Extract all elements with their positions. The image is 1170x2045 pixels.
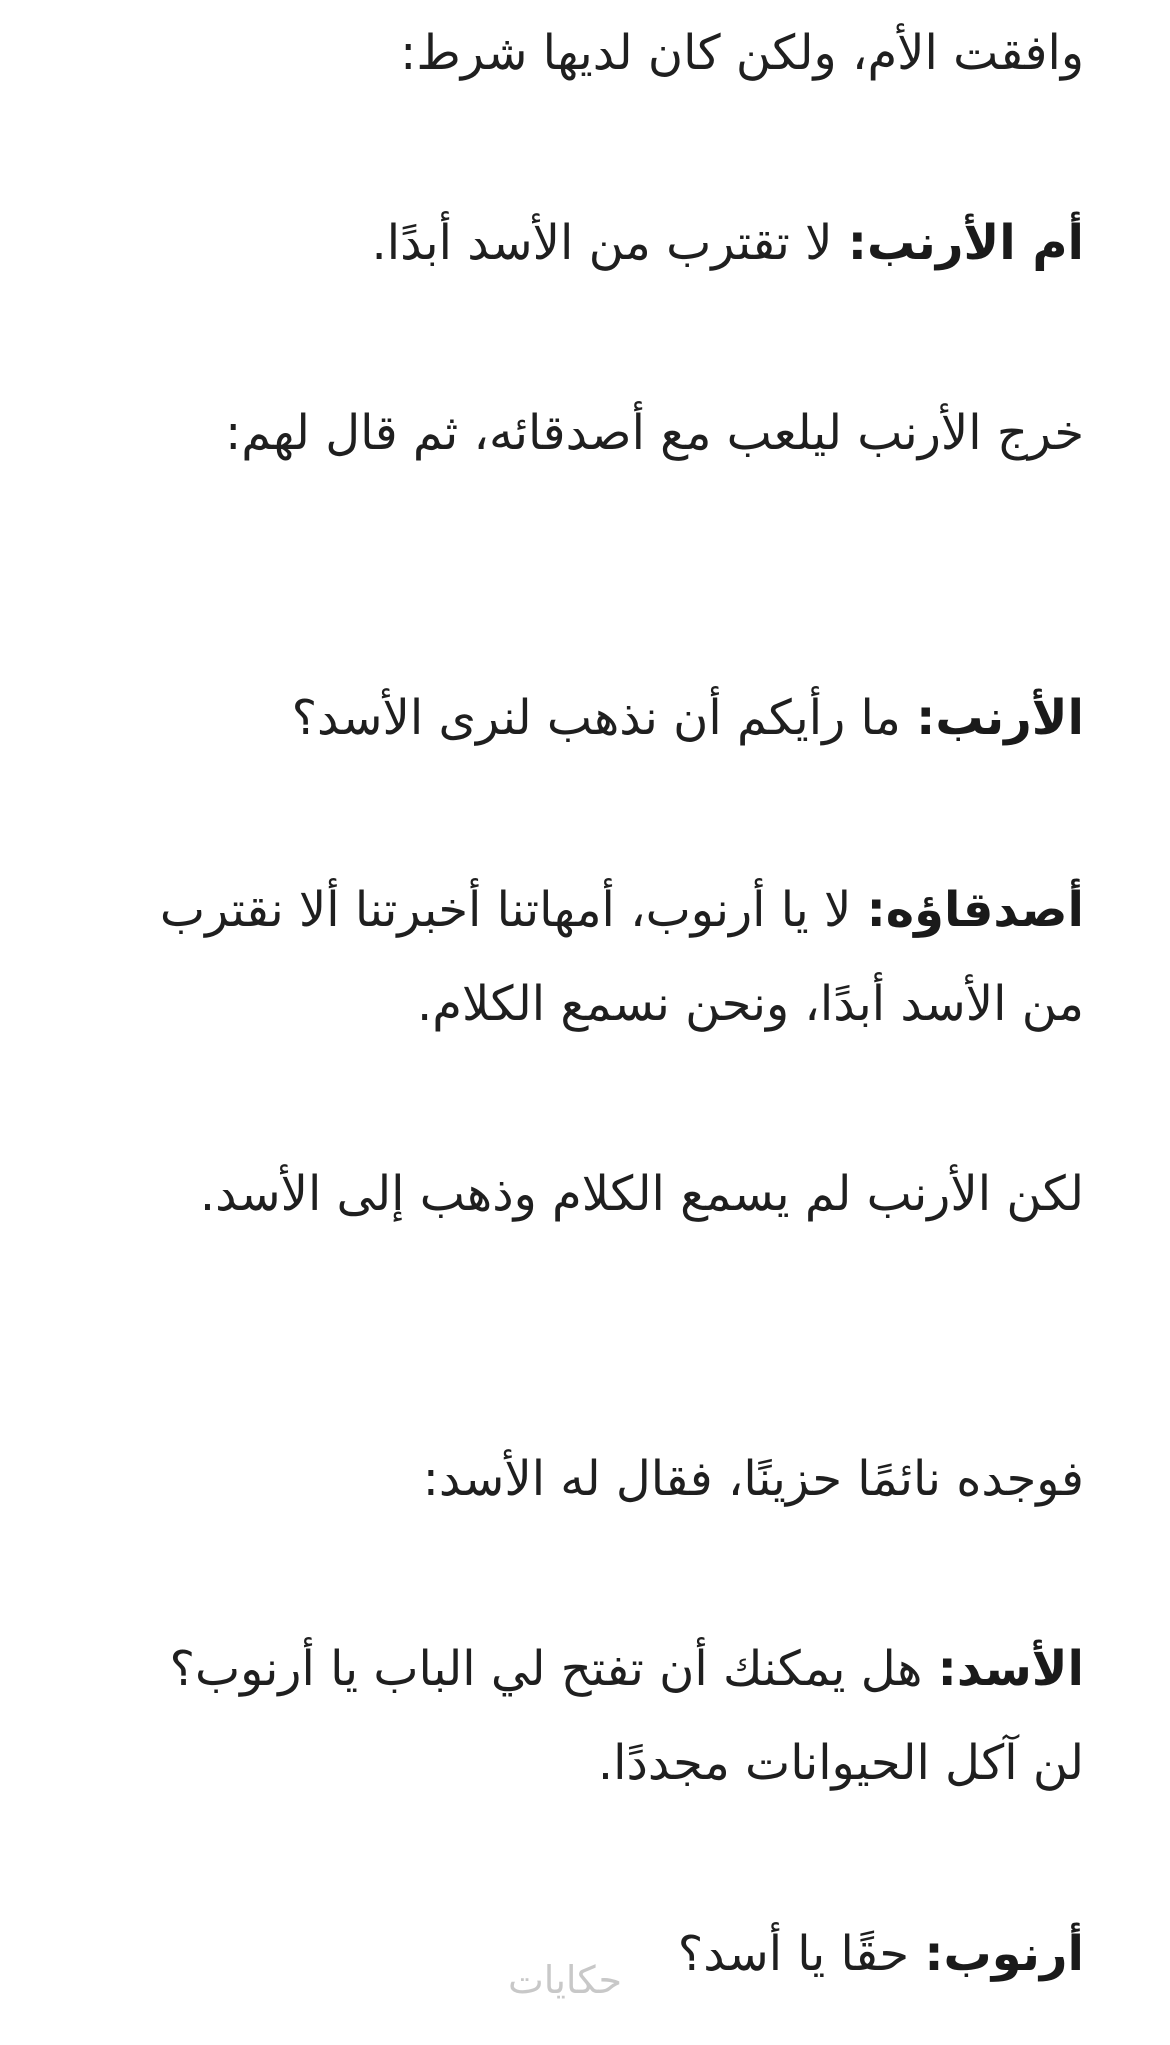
dialogue-text: لا تقترب من الأسد أبدًا. [371,215,848,271]
dialogue-text: لا يا أرنوب، أمهاتنا أخبرتنا ألا نقترب من الأسد أبدًا، ونحن نسمع الكلام. [159,882,1084,1032]
paragraph-text: فوجده نائمًا حزينًا، فقال له الأسد: [422,1451,1084,1507]
paragraph-6 [126,1147,1084,1241]
speaker-label: الأرنب: [916,690,1084,746]
speaker-label: أصدقاؤه: [866,882,1084,938]
speaker-label: أرنوب: [924,1926,1084,1982]
site-watermark: حكايات [508,1958,622,2002]
paragraph-text: لكن الأرنب لم يسمع الكلام وذهب إلى الأسد. [199,1166,1084,1222]
paragraph-8 [126,1622,1084,1810]
paragraph-5 [126,863,1084,1051]
speaker-label: الأسد: [937,1641,1084,1697]
paragraph-text: خرج الأرنب ليلعب مع أصدقائه، ثم قال لهم: [225,405,1084,461]
dialogue-text: هل يمكنك أن تفتح لي الباب يا أرنوب؟ لن آكل الحيوانات مجددًا. [169,1641,1084,1791]
paragraph-1 [126,6,1084,100]
dialogue-text: ما رأيكم أن نذهب لنرى الأسد؟ [291,690,917,746]
speaker-label: أم الأرنب: [847,215,1084,271]
paragraph-3 [126,386,1084,480]
paragraph-2 [126,196,1084,290]
paragraph-7 [126,1432,1084,1526]
paragraph-4 [126,671,1084,765]
dialogue-text: حقًا يا أسد؟ [677,1926,925,1982]
paragraph-text: وافقت الأم، ولكن كان لديها شرط: [400,25,1084,81]
